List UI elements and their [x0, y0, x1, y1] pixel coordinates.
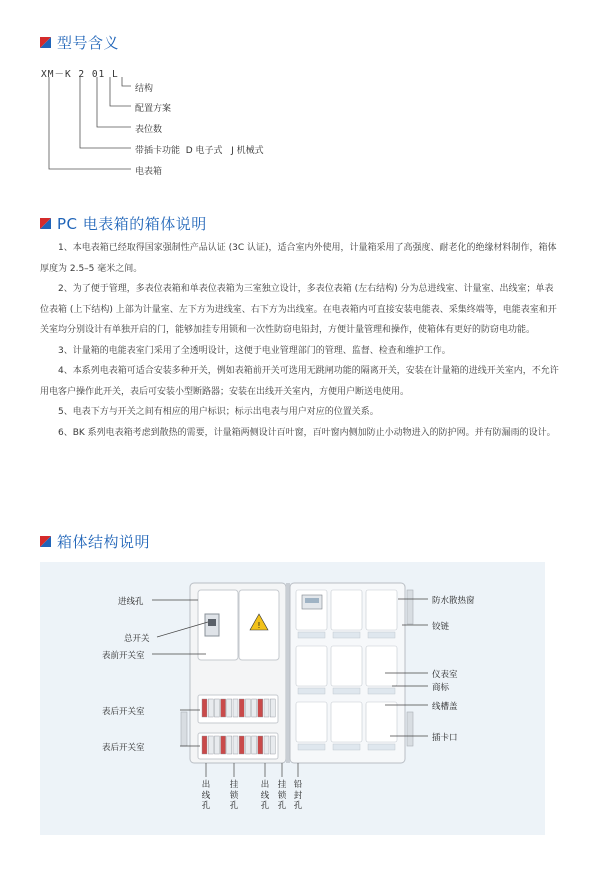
breaker-module	[227, 699, 232, 717]
label-vent-window: 防水散热窗	[432, 596, 475, 606]
wire-trough	[368, 688, 395, 694]
section-title-structure	[40, 531, 150, 551]
breaker-module	[258, 736, 263, 754]
breaker-module	[239, 699, 244, 717]
paragraph: 3、计量箱的电能表室门采用了全透明设计，这便于电业管理部门的管理、监督、检查和维护工作。	[58, 345, 451, 356]
meter-slot	[331, 702, 362, 742]
meter-slot	[296, 646, 327, 686]
label-post-meter-switch-room-1: 表后开关室	[102, 707, 145, 717]
label-wire-cover: 线槽盖	[432, 702, 458, 712]
wire-trough	[333, 744, 360, 750]
breaker-module	[245, 699, 250, 717]
label-outlet-hole-2: 出线孔	[260, 780, 270, 811]
section-title-text: 箱体结构说明	[57, 532, 151, 551]
wire-trough	[333, 632, 360, 638]
paragraph: 5、电表下方与开关之间有相应的用户标识；标示出电表与用户对应的位置关系。	[58, 407, 379, 417]
label-trademark: 商标	[432, 683, 450, 693]
breaker-module	[208, 699, 213, 717]
wire-trough	[298, 744, 325, 750]
breaker-module	[252, 736, 257, 754]
breaker-module	[221, 699, 226, 717]
label-outlet-hole-1: 出线孔	[201, 780, 211, 811]
wire-trough	[298, 688, 325, 694]
label-lock-hole-2: 挂锁孔	[277, 780, 287, 811]
meter-slot	[366, 590, 397, 630]
label-card-slot: 插卡口	[432, 733, 458, 743]
section-title-description	[40, 213, 207, 233]
svg-text:!: !	[257, 621, 261, 630]
breaker-module	[264, 699, 269, 717]
paragraph: 4、本系列电表箱可适合安装多种开关，例如表箱前开关可选用无跳闸功能的隔离开关，安装在计量箱的进线开关室内，不允许用电客户操作此开关，表后可安装小型断路器；安装在出线开关室内，方便用户断送电使用。	[40, 366, 559, 397]
meaning-box: 电表箱	[135, 167, 163, 177]
model-code: XM－K 2 01 L	[41, 69, 119, 80]
meaning-structure: 结构	[135, 84, 154, 94]
wire-trough	[368, 744, 395, 750]
section-title-text: 型号含义	[57, 33, 120, 52]
label-hinge: 铰链	[432, 622, 450, 632]
meaning-positions: 表位数	[135, 125, 163, 135]
breaker-module	[258, 699, 263, 717]
breaker-module	[227, 736, 232, 754]
breaker-module	[270, 736, 275, 754]
label-lock-hole-1: 挂锁孔	[229, 780, 239, 811]
section-title-text: PC 电表箱的箱体说明	[57, 214, 207, 233]
breaker-module	[233, 699, 238, 717]
meter-slot	[331, 646, 362, 686]
meter-slot	[366, 646, 397, 686]
breaker-module	[245, 736, 250, 754]
label-meter-room: 仪表室	[432, 670, 458, 680]
label-inlet-hole: 进线孔	[118, 597, 144, 607]
breaker-module	[252, 699, 257, 717]
breaker-module	[208, 736, 213, 754]
label-pre-meter-switch-room: 表前开关室	[102, 651, 145, 661]
meter-slot	[296, 702, 327, 742]
paragraph: 2、为了便于管理，多表位表箱和单表位表箱为三室独立设计，多表位表箱 (左右结构) 分为总进线室、计量室、出线室；单表位表箱 (上下结构) 上部为计量室、左下方为进线室、右下方为出线室。在电表箱内可直接安装电能表、采集终端等，电能表室和开关室均分别设计有单独开启的门，能够加挂专用锁和一次性防窃电铅封，方便计量管理和操作，使箱体有更好的防窃电功能。	[40, 284, 557, 335]
breaker-module	[264, 736, 269, 754]
breaker-module	[270, 699, 275, 717]
label-seal-hole: 铅封孔	[293, 780, 303, 811]
breaker-module	[214, 699, 219, 717]
description-body	[40, 238, 562, 443]
section-marker-icon	[40, 37, 51, 48]
wire-trough	[368, 632, 395, 638]
meaning-config: 配置方案	[135, 104, 172, 114]
meaning-card-function: 带插卡功能 D 电子式 J 机械式	[135, 146, 264, 156]
wire-trough	[333, 688, 360, 694]
meter-slot	[331, 590, 362, 630]
breaker-module	[214, 736, 219, 754]
meter-box-figure	[40, 562, 545, 835]
meter-display	[305, 598, 319, 603]
section-marker-icon	[40, 536, 51, 547]
paragraph: 1、本电表箱已经取得国家强制性产品认证 (3C 认证)，适合室内外使用，计量箱采用了高强度、耐老化的绝缘材料制作，箱体厚度为 2.5–5 毫米之间。	[40, 243, 557, 274]
label-post-meter-switch-room-2: 表后开关室	[102, 743, 145, 753]
section-marker-icon	[40, 218, 51, 229]
paragraph: 6、BK 系列电表箱考虑到散热的需要，计量箱两侧设计百叶窗，百叶窗内侧加防止小动物进入的防护网。并有防漏雨的设计。	[58, 427, 556, 438]
breaker-module	[202, 699, 207, 717]
label-main-switch: 总开关	[124, 634, 150, 644]
breaker-module	[233, 736, 238, 754]
breaker-module	[221, 736, 226, 754]
breaker-module	[239, 736, 244, 754]
section-title-model	[40, 32, 119, 52]
breaker-module	[202, 736, 207, 754]
wire-trough	[298, 632, 325, 638]
